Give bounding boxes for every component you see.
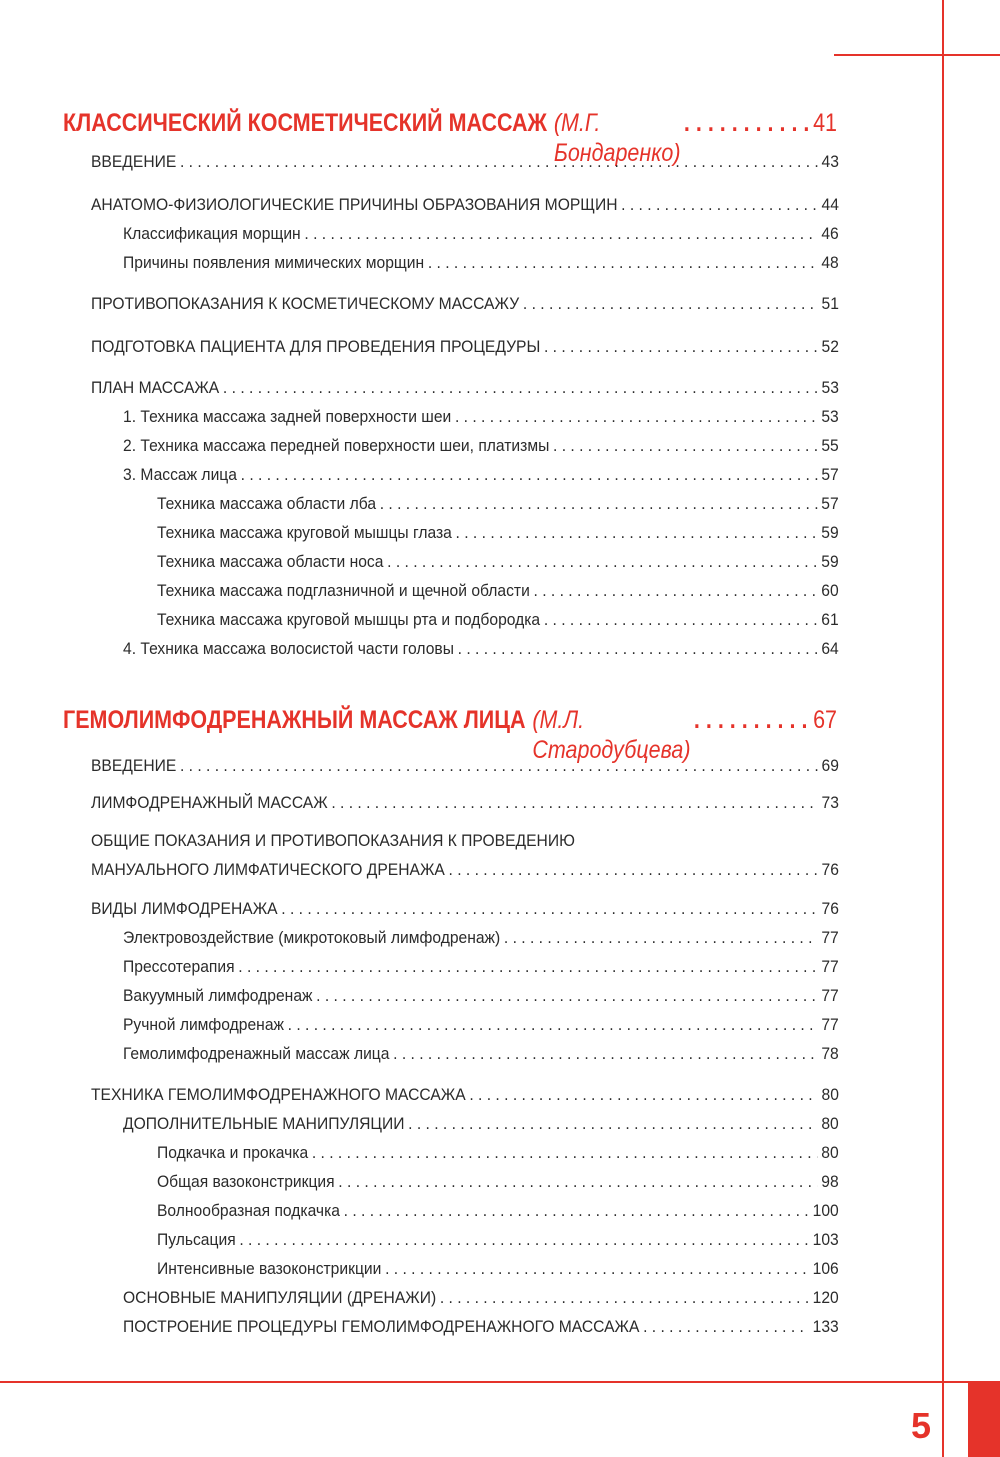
- toc-entry[interactable]: [123, 638, 839, 660]
- entry-title: ВВЕДЕНИЕ: [91, 756, 177, 775]
- dot-leader: [458, 638, 818, 660]
- toc-entry[interactable]: [157, 1171, 839, 1193]
- toc-entry[interactable]: [123, 1014, 839, 1036]
- dot-leader: [523, 293, 818, 315]
- section-author: (М.Г. Бондаренко): [553, 109, 681, 167]
- entry-page: 76: [821, 860, 839, 879]
- entry-page: 44: [821, 195, 839, 214]
- entry-page: 51: [821, 294, 839, 313]
- entry-title: Подкачка и прокачка: [157, 1143, 309, 1162]
- dot-leader: [239, 1229, 809, 1251]
- toc-entry[interactable]: [91, 1084, 839, 1106]
- entry-title: Электровоздействие (микротоковый лимфодренаж): [123, 928, 501, 947]
- section-page: 41: [813, 109, 837, 137]
- entry-page: 133: [812, 1317, 839, 1336]
- entry-title: Техника массажа области лба: [157, 494, 377, 513]
- dot-leader: [288, 1014, 818, 1036]
- entry-title: ПЛАН МАССАЖА: [91, 378, 220, 397]
- entry-page: 76: [821, 899, 839, 918]
- toc-entry[interactable]: [123, 252, 839, 274]
- dot-leader: [385, 1258, 809, 1280]
- toc-entry[interactable]: [123, 1043, 839, 1065]
- entry-title: ДОПОЛНИТЕЛЬНЫЕ МАНИПУЛЯЦИИ: [123, 1114, 405, 1133]
- toc-entry[interactable]: [123, 985, 839, 1007]
- entry-page: 77: [821, 986, 839, 1005]
- entry-page: 59: [821, 552, 839, 571]
- dot-leader: [316, 985, 818, 1007]
- toc-entry[interactable]: [123, 1113, 839, 1135]
- dot-leader: [281, 898, 818, 920]
- entry-title: ОСНОВНЫЕ МАНИПУЛЯЦИИ (ДРЕНАЖИ): [123, 1288, 437, 1307]
- toc-entry-line1[interactable]: [91, 830, 839, 852]
- entry-title: Причины появления мимических морщин: [123, 253, 425, 272]
- dot-leader: [408, 1113, 818, 1135]
- dot-leader: [694, 705, 810, 735]
- entry-page: 46: [821, 224, 839, 243]
- dot-leader: [621, 194, 818, 216]
- entry-page: 103: [812, 1230, 839, 1249]
- dot-leader: [553, 435, 818, 457]
- entry-title: Техника массажа круговой мышцы глаза: [157, 523, 452, 542]
- dot-leader: [440, 1287, 809, 1309]
- entry-title: ПРОТИВОПОКАЗАНИЯ К КОСМЕТИЧЕСКОМУ МАССАЖУ: [91, 294, 520, 313]
- entry-page: 55: [821, 436, 839, 455]
- toc-entry[interactable]: [123, 956, 839, 978]
- section-page: 67: [813, 706, 837, 734]
- dot-leader: [534, 580, 818, 602]
- entry-page: 52: [821, 337, 839, 356]
- entry-title: 2. Техника массажа передней поверхности шеи, платизмы: [123, 436, 550, 455]
- dot-leader: [449, 859, 818, 881]
- entry-page: 77: [821, 957, 839, 976]
- entry-title: Ручной лимфодренаж: [123, 1015, 284, 1034]
- dot-leader: [223, 377, 818, 399]
- entry-title: 4. Техника массажа волосистой части головы: [123, 639, 454, 658]
- entry-title: 3. Массаж лица: [123, 465, 237, 484]
- toc-entry[interactable]: [157, 1142, 839, 1164]
- toc-entry[interactable]: [91, 377, 839, 399]
- section-title: КЛАССИЧЕСКИЙ КОСМЕТИЧЕСКИЙ МАССАЖ: [63, 109, 547, 137]
- entry-title: ПОСТРОЕНИЕ ПРОЦЕДУРЫ ГЕМОЛИМФОДРЕНАЖНОГО МАССАЖА: [123, 1317, 640, 1336]
- entry-title: Техника массажа области носа: [157, 552, 384, 571]
- toc-entry[interactable]: [91, 194, 839, 216]
- toc-entry[interactable]: [157, 551, 839, 573]
- toc-entry[interactable]: [157, 1200, 839, 1222]
- entry-title: ВВЕДЕНИЕ: [91, 152, 177, 171]
- entry-title: Пульсация: [157, 1230, 236, 1249]
- entry-title: ЛИМФОДРЕНАЖНЫЙ МАССАЖ: [91, 793, 328, 812]
- entry-title: ТЕХНИКА ГЕМОЛИМФОДРЕНАЖНОГО МАССАЖА: [91, 1085, 466, 1104]
- entry-page: 53: [821, 407, 839, 426]
- entry-page: 106: [812, 1259, 839, 1278]
- toc-entry[interactable]: [123, 223, 839, 245]
- dot-leader: [544, 609, 818, 631]
- entry-title: АНАТОМО-ФИЗИОЛОГИЧЕСКИЕ ПРИЧИНЫ ОБРАЗОВАНИЯ МОРЩИН: [91, 195, 618, 214]
- entry-page: 57: [821, 494, 839, 513]
- entry-title: ВИДЫ ЛИМФОДРЕНАЖА: [91, 899, 278, 918]
- entry-title: Классификация морщин: [123, 224, 301, 243]
- dot-leader: [380, 493, 818, 515]
- entry-title: Техника массажа круговой мышцы рта и подбородка: [157, 610, 541, 629]
- entry-page: 80: [821, 1114, 839, 1133]
- dot-leader: [504, 927, 818, 949]
- entry-page: 78: [821, 1044, 839, 1063]
- dot-leader: [643, 1316, 809, 1338]
- entry-title: Общая вазоконстрикция: [157, 1172, 335, 1191]
- entry-page: 64: [821, 639, 839, 658]
- dot-leader: [180, 755, 818, 777]
- entry-title: Техника массажа подглазничной и щечной области: [157, 581, 530, 600]
- entry-page: 80: [821, 1143, 839, 1162]
- dot-leader: [387, 551, 818, 573]
- toc-entry[interactable]: [91, 293, 839, 315]
- entry-page: 73: [821, 793, 839, 812]
- entry-page: 120: [812, 1288, 839, 1307]
- toc-entry-line2[interactable]: [91, 859, 839, 881]
- dot-leader: [344, 1200, 809, 1222]
- toc-entry[interactable]: [157, 580, 839, 602]
- entry-title: Волнообразная подкачка: [157, 1201, 340, 1220]
- entry-page: 100: [812, 1201, 839, 1220]
- entry-page: 60: [821, 581, 839, 600]
- entry-title: Прессотерапия: [123, 957, 235, 976]
- toc-entry[interactable]: [123, 1287, 839, 1309]
- vertical-rule: [942, 0, 944, 1457]
- toc-entry[interactable]: [91, 151, 839, 173]
- bottom-rule: [0, 1381, 1000, 1383]
- toc-entry[interactable]: [123, 464, 839, 486]
- section-author: (М.Л. Стародубцева): [532, 706, 691, 764]
- toc-entry[interactable]: [157, 493, 839, 515]
- toc-entry[interactable]: [91, 336, 839, 358]
- dot-leader: [428, 252, 818, 274]
- dot-leader: [304, 223, 817, 245]
- entry-title: ПОДГОТОВКА ПАЦИЕНТА ДЛЯ ПРОВЕДЕНИЯ ПРОЦЕДУРЫ: [91, 337, 541, 356]
- toc-entry[interactable]: [157, 522, 839, 544]
- dot-leader: [180, 151, 818, 173]
- page-number: 5: [910, 1405, 932, 1446]
- dot-leader: [241, 464, 818, 486]
- corner-block: [968, 1383, 1000, 1457]
- toc-entry[interactable]: [157, 1229, 839, 1251]
- entry-page: 69: [821, 756, 839, 775]
- entry-page: 61: [821, 610, 839, 629]
- toc-entry[interactable]: [91, 792, 839, 814]
- entry-page: 80: [821, 1085, 839, 1104]
- entry-title: ОБЩИЕ ПОКАЗАНИЯ И ПРОТИВОПОКАЗАНИЯ К ПРОВЕДЕНИЮ: [91, 831, 575, 850]
- toc-entry[interactable]: [157, 1258, 839, 1280]
- toc-entry[interactable]: [91, 755, 839, 777]
- dot-leader: [238, 956, 817, 978]
- dot-leader: [544, 336, 818, 358]
- dot-leader: [393, 1043, 818, 1065]
- toc-entry[interactable]: [123, 435, 839, 457]
- entry-page: 77: [821, 1015, 839, 1034]
- entry-page: 59: [821, 523, 839, 542]
- toc-entry[interactable]: [123, 1316, 839, 1338]
- entry-page: 48: [821, 253, 839, 272]
- dot-leader: [331, 792, 818, 814]
- dot-leader: [312, 1142, 818, 1164]
- top-rule: [834, 54, 1000, 56]
- dot-leader: [684, 108, 810, 138]
- entry-title: 1. Техника массажа задней поверхности шеи: [123, 407, 452, 426]
- toc-entry[interactable]: [157, 609, 839, 631]
- entry-title-line2: МАНУАЛЬНОГО ЛИМФАТИЧЕСКОГО ДРЕНАЖА: [91, 860, 445, 879]
- entry-title: Вакуумный лимфодренаж: [123, 986, 313, 1005]
- dot-leader: [338, 1171, 817, 1193]
- toc-entry[interactable]: [123, 406, 839, 428]
- dot-leader: [456, 522, 818, 544]
- entry-title: Интенсивные вазоконстрикции: [157, 1259, 382, 1278]
- section-title: ГЕМОЛИМФОДРЕНАЖНЫЙ МАССАЖ ЛИЦА: [63, 706, 526, 734]
- entry-page: 57: [821, 465, 839, 484]
- toc-entry[interactable]: [91, 898, 839, 920]
- entry-page: 77: [821, 928, 839, 947]
- dot-leader: [455, 406, 818, 428]
- entry-title: Гемолимфодренажный массаж лица: [123, 1044, 390, 1063]
- dot-leader: [469, 1084, 818, 1106]
- toc-entry[interactable]: [123, 927, 839, 949]
- entry-page: 53: [821, 378, 839, 397]
- entry-page: 98: [821, 1172, 839, 1191]
- entry-page: 43: [821, 152, 839, 171]
